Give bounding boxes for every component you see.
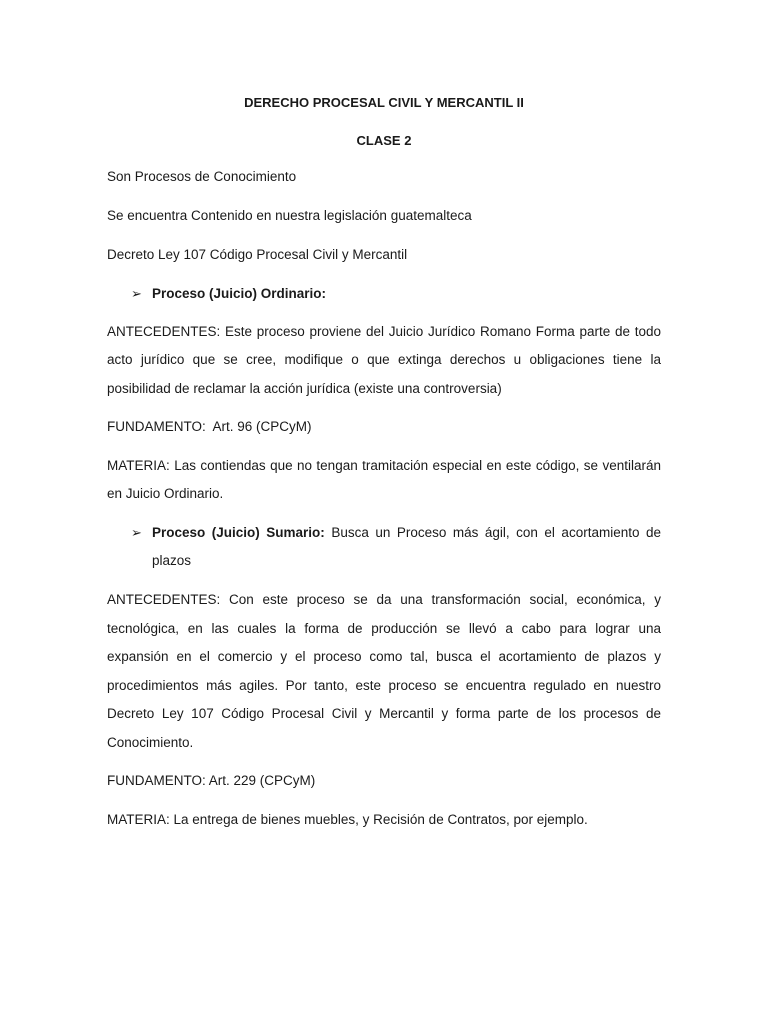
- document-title: DERECHO PROCESAL CIVIL Y MERCANTIL II: [244, 95, 524, 110]
- section1-materia-text-1: Las contiendas que no tengan tramitación especial en este código, se ventilarán: [174, 458, 661, 473]
- section1-fundamento-text: Art. 96 (CPCyM): [212, 419, 312, 434]
- section2-antecedentes-line-5: Decreto Ley 107 Código Procesal Civil y Mercantil y forma parte de los procesos de: [107, 706, 661, 721]
- bullet-arrow-icon: ➢: [131, 286, 142, 301]
- section2-fundamento-text: Art. 229 (CPCyM): [208, 773, 316, 788]
- section2-antecedentes-line-1: [107, 590, 661, 610]
- document-page: [107, 0, 661, 1024]
- section1-fundamento-label: FUNDAMENTO:: [107, 419, 206, 434]
- section2-materia: [107, 810, 661, 830]
- section2-antecedentes-line-4: procedimientos más agiles. Por tanto, este proceso se encuentra regulado en nuestro: [107, 678, 661, 693]
- section2-heading-line-2: plazos: [152, 553, 192, 568]
- section1-materia-label: MATERIA:: [107, 458, 170, 473]
- section2-antecedentes-label: ANTECEDENTES:: [107, 592, 221, 607]
- section1-materia-line-2: en Juicio Ordinario.: [107, 486, 224, 501]
- section2-heading-line-1: [152, 523, 661, 543]
- section2-fundamento-label: FUNDAMENTO:: [107, 773, 206, 788]
- intro-line-2: Se encuentra Contenido en nuestra legislación guatemalteca: [107, 208, 472, 223]
- section1-heading: [152, 284, 661, 304]
- section1-fundamento: [107, 417, 661, 437]
- document-subtitle: CLASE 2: [356, 133, 412, 148]
- section2-antecedentes-text-1: Con este proceso se da una transformación social, económica, y: [229, 592, 661, 607]
- section1-antecedentes-text-1: Este proceso proviene del Juicio Jurídico Romano Forma parte de todo: [225, 324, 661, 339]
- section2-antecedentes-line-6: Conocimiento.: [107, 735, 194, 750]
- section2-antecedentes-line-3: expansión en el comercio y el proceso como tal, busca el acortamiento de plazos y: [107, 649, 661, 664]
- section2-materia-text: La entrega de bienes muebles, y Recisión de Contratos, por ejemplo.: [173, 812, 588, 827]
- section2-antecedentes-line-2: tecnológica, en las cuales la forma de producción se llevó a cabo para lograr una: [107, 621, 661, 636]
- section1-antecedentes-line-1: [107, 322, 661, 342]
- section1-materia-line-1: [107, 456, 661, 476]
- bullet-arrow-icon: ➢: [131, 525, 142, 540]
- section2-materia-label: MATERIA:: [107, 812, 170, 827]
- intro-line-3: Decreto Ley 107 Código Procesal Civil y Mercantil: [107, 247, 408, 262]
- section1-antecedentes-label: ANTECEDENTES:: [107, 324, 221, 339]
- section1-antecedentes-line-2: acto jurídico que se cree, modifique o que extinga derechos u obligaciones tiene la: [107, 352, 661, 367]
- section1-antecedentes-line-3: posibilidad de reclamar la acción jurídica (existe una controversia): [107, 381, 502, 396]
- section2-fundamento: [107, 771, 661, 791]
- intro-line-1: Son Procesos de Conocimiento: [107, 169, 297, 184]
- section2-heading-rest: Busca un Proceso más ágil, con el acortamiento de: [331, 525, 661, 540]
- section2-heading-text: Proceso (Juicio) Sumario:: [152, 525, 325, 540]
- section1-heading-text: Proceso (Juicio) Ordinario:: [152, 286, 327, 301]
